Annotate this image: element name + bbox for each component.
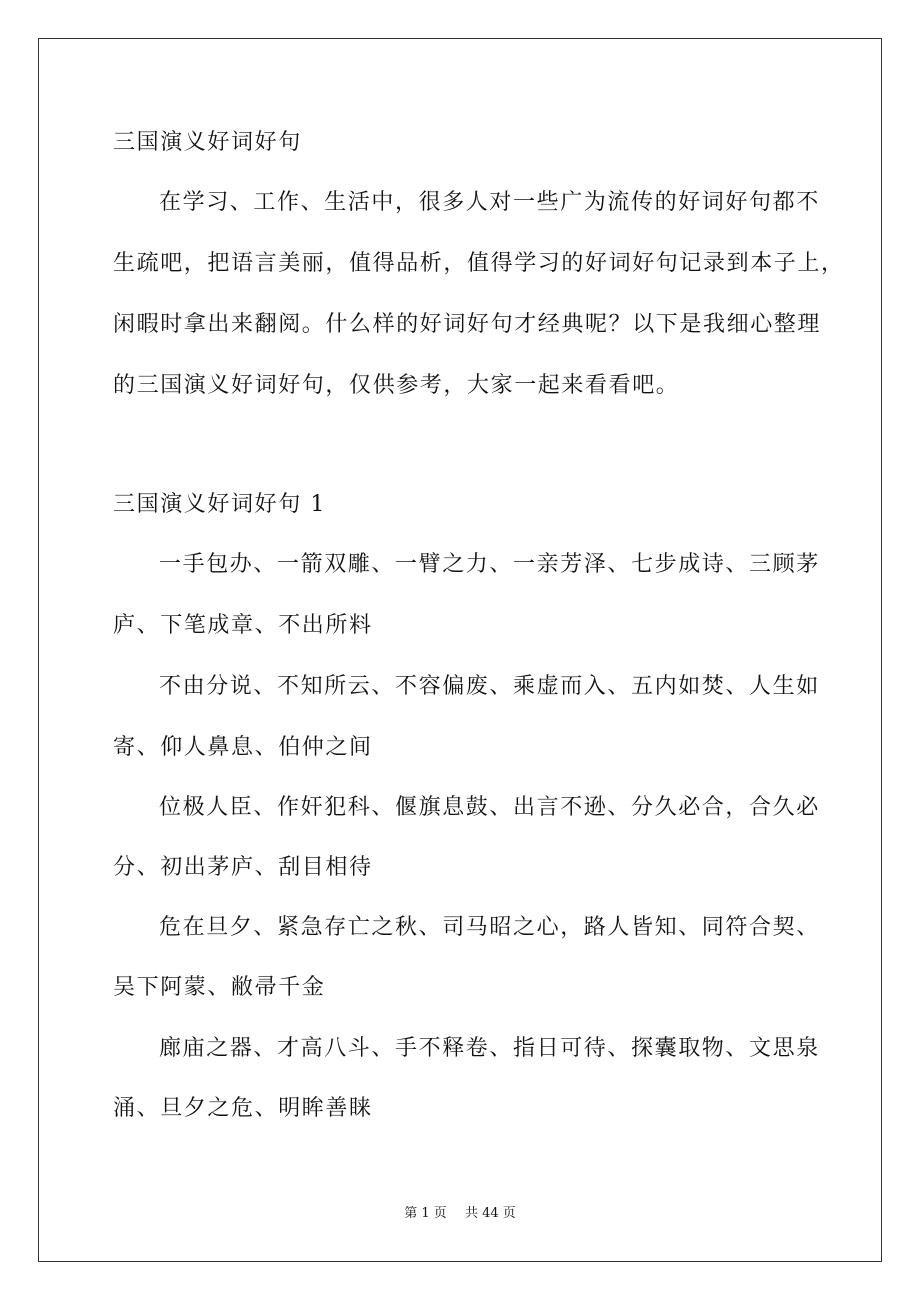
entry-line: 一手包办、一箭双雕、一臂之力、一亲芳泽、七步成诗、三顾茅 xyxy=(159,552,820,577)
intro-line: 闲暇时拿出来翻阅。什么样的好词好句才经典呢？以下是我细心整理 xyxy=(113,312,822,337)
entry-line: 廊庙之器、才高八斗、手不释卷、指日可待、探囊取物、文思泉 xyxy=(159,1036,820,1061)
entry-line: 分、初出茅庐、刮目相待 xyxy=(113,855,373,880)
entry-line: 庐、下笔成章、不出所料 xyxy=(113,613,373,638)
page-number: 第 1 页 xyxy=(404,1206,447,1221)
intro-line: 生疏吧，把语言美丽，值得品析，值得学习的好词好句记录到本子上， xyxy=(113,251,845,276)
entry-line: 寄、仰人鼻息、伯仲之间 xyxy=(113,735,373,760)
intro-line: 在学习、工作、生活中，很多人对一些广为流传的好词好句都不 xyxy=(159,190,820,215)
entry-line: 涌、旦夕之危、明眸善睐 xyxy=(113,1096,373,1121)
entry-line: 位极人臣、作奸犯科、偃旗息鼓、出言不逊、分久必合，合久必 xyxy=(159,795,820,820)
entry-line: 不由分说、不知所云、不容偏废、乘虚而入、五内如焚、人生如 xyxy=(159,674,820,699)
entry-line: 吴下阿蒙、敝帚千金 xyxy=(113,975,326,1000)
intro-line: 的三国演义好词好句，仅供参考，大家一起来看看吧。 xyxy=(113,373,680,398)
section-heading: 三国演义好词好句 1 xyxy=(113,492,326,517)
page-total: 共 44 页 xyxy=(464,1206,516,1221)
page-footer xyxy=(0,1205,920,1223)
document-title: 三国演义好词好句 xyxy=(113,130,302,155)
page-border xyxy=(38,38,882,1262)
entry-line: 危在旦夕、紧急存亡之秋、司马昭之心，路人皆知、同符合契、 xyxy=(159,915,820,940)
